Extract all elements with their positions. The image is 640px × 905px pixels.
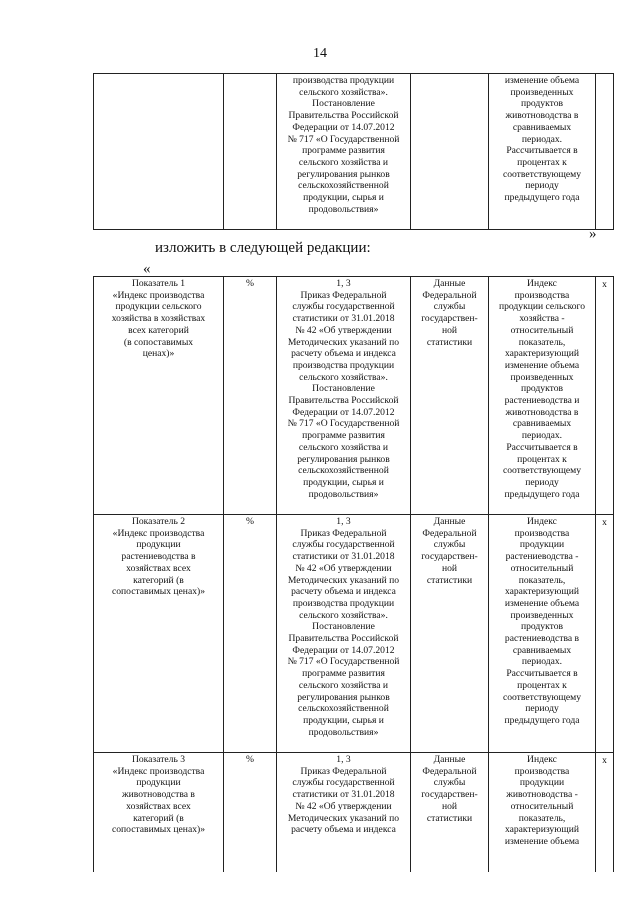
cell-method: производства продукции сельского хозяйства». Постановление Правительства Российской Федерации от 14.07.2012 № 717 «О Государственной программе развития сельского хозяйства и регулирования рынков сельскохозяйственной продукции, сырья и продовольствия»: [277, 74, 411, 230]
cell-name: Показатель 2 «Индекс производства продукции растениеводства в хозяйствах всех категорий (в сопоставимых ценах)»: [94, 515, 224, 753]
closing-quote: »: [589, 226, 597, 242]
cell-unit: %: [224, 515, 277, 753]
page-number: 14: [313, 46, 327, 61]
cell-unit: %: [224, 753, 277, 873]
cell-description: Индекс производства продукции животноводства - относительный показатель, характеризующий изменение объема: [489, 753, 596, 873]
table-row: [94, 277, 614, 515]
table-row: [94, 753, 614, 873]
cell-x: x: [596, 515, 614, 753]
cell-x: x: [596, 753, 614, 873]
intro-text: изложить в следующей редакции:: [155, 240, 371, 256]
cell-source: [411, 74, 489, 230]
cell-name: Показатель 1 «Индекс производства продукции сельского хозяйства в хозяйствах всех категорий (в сопоставимых ценах)»: [94, 277, 224, 515]
indicators-table: [93, 276, 614, 872]
table-row: [94, 74, 614, 230]
cell-unit: [224, 74, 277, 230]
cell-description: Индекс производства продукции сельского хозяйства - относительный показатель, характеризующий изменение объема произведенных продуктов растениеводства и животноводства в сравниваемых периодах. Рассчитывается в процентах к соответствующему периоду предыдущего года: [489, 277, 596, 515]
cell-description: изменение объема произведенных продуктов животноводства в сравниваемых периодах. Рассчитывается в процентах к соответствующему периоду предыдущего года: [489, 74, 596, 230]
cell-name: [94, 74, 224, 230]
continuation-table: [93, 73, 614, 230]
cell-x: [596, 74, 614, 230]
opening-quote: «: [143, 261, 151, 277]
cell-source: Данные Федеральной службы государствен- ной статистики: [411, 515, 489, 753]
cell-method: 1, 3 Приказ Федеральной службы государственной статистики от 31.01.2018 № 42 «Об утверждении Методических указаний по расчету объема и индекса производства продукции сельского хозяйства». Постановление Правительства Российской Федерации от 14.07.2012 № 717 «О Государственной программе развития сельского хозяйства и регулирования рынков сельскохозяйственной продукции, сырья и продовольствия»: [277, 515, 411, 753]
cell-source: Данные Федеральной службы государствен- ной статистики: [411, 277, 489, 515]
cell-source: Данные Федеральной службы государствен- ной статистики: [411, 753, 489, 873]
cell-method: 1, 3 Приказ Федеральной службы государственной статистики от 31.01.2018 № 42 «Об утверждении Методических указаний по расчету объема и индекса производства продукции сельского хозяйства». Постановление Правительства Российской Федерации от 14.07.2012 № 717 «О Государственной программе развития сельского хозяйства и регулирования рынков сельскохозяйственной продукции, сырья и продовольствия»: [277, 277, 411, 515]
table-row: [94, 515, 614, 753]
cell-name: Показатель 3 «Индекс производства продукции животноводства в хозяйствах всех категорий (в сопоставимых ценах)»: [94, 753, 224, 873]
cell-unit: %: [224, 277, 277, 515]
cell-description: Индекс производства продукции растениеводства - относительный показатель, характеризующий изменение объема произведенных продуктов растениеводства в сравниваемых периодах. Рассчитывается в процентах к соответствующему периоду предыдущего года: [489, 515, 596, 753]
cell-x: x: [596, 277, 614, 515]
cell-method: 1, 3 Приказ Федеральной службы государственной статистики от 31.01.2018 № 42 «Об утверждении Методических указаний по расчету объема и индекса: [277, 753, 411, 873]
